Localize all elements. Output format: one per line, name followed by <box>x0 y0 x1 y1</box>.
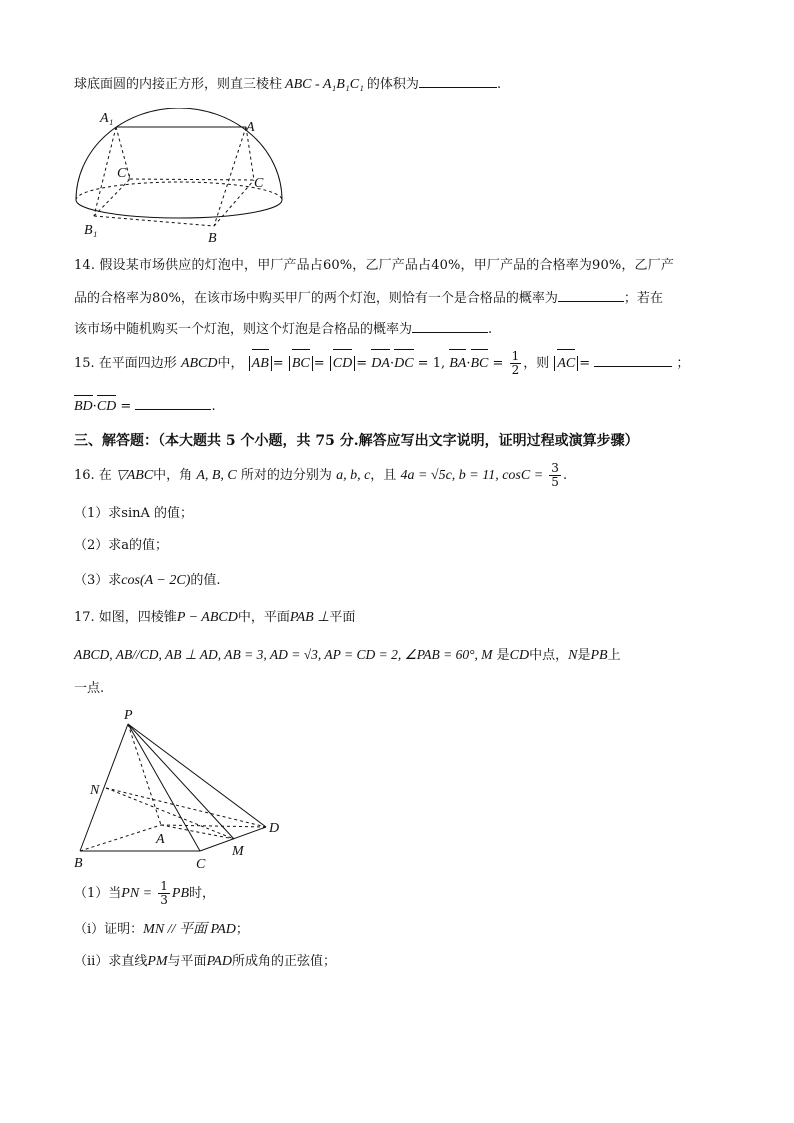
q15-mid: 中， <box>217 356 244 371</box>
q14-text-2: 品的合格率为80%，在该市场中购买甲厂的两个灯泡，则恰有一个是合格品的概率为 <box>74 291 558 306</box>
q17-sub-i-expr: MN // 平面 PAD <box>143 922 236 937</box>
q17-line1 <box>74 609 355 627</box>
q16-fraction <box>549 462 561 489</box>
q15-answer-blank-2[interactable] <box>135 396 211 410</box>
q16-frac-num: 3 <box>551 461 559 475</box>
q17-sub1-pb: PB <box>171 886 190 901</box>
q16-mid: 中，角 <box>153 468 193 483</box>
q16-sub2-text: （2）求a的值； <box>74 538 169 553</box>
q15-line2: BD·CD = . <box>74 396 216 416</box>
q17-l2-c: 是 <box>577 648 591 663</box>
q16-end: . <box>562 468 568 483</box>
q14-answer-blank-2[interactable] <box>412 319 488 333</box>
vec-BC: BC <box>292 352 310 376</box>
label-C: C <box>254 176 264 191</box>
section-3-heading-text: 三、解答题：（本大题共 5 个小题，共 75 分.解答应写出文字说明，证明过程或演算步骤） <box>74 433 639 449</box>
label-P: P <box>124 708 133 723</box>
q15-quad: ABCD <box>180 356 218 371</box>
label-A: A <box>156 832 165 847</box>
vec-CD: CD <box>333 352 352 376</box>
q14-line2 <box>74 288 663 308</box>
q16-sub3 <box>74 572 221 590</box>
abs-CD <box>330 356 355 371</box>
q17-conditions: ABCD, AB//CD, AB ⊥ AD, AB = 3, AD = √3, AP = CD = 2, ∠PAB = 60°, M <box>74 647 493 662</box>
half-den: 2 <box>511 363 520 377</box>
q14-line3 <box>74 319 492 339</box>
q17-l2-pb: PB <box>590 648 608 663</box>
q17-sub-i-b: ； <box>235 922 249 937</box>
q14-text-1: 14. 假设某市场供应的灯泡中，甲厂产品占60%，乙厂产品占40%，甲厂产品的合格率为90%，乙厂产 <box>74 258 674 273</box>
label-C: C <box>196 857 206 872</box>
q17-l1-a: 17. 如图，四棱锥 <box>74 610 177 625</box>
q15-end: . <box>211 399 216 414</box>
q17-fraction <box>158 880 170 907</box>
label-B: B <box>74 856 83 871</box>
abs-AC <box>554 356 578 371</box>
vec-DC: DC <box>394 352 413 376</box>
vec-DA: DA <box>371 352 390 376</box>
vec-AB: AB <box>252 352 269 376</box>
label-D: D <box>269 821 280 836</box>
q15-semicolon: ； <box>676 356 690 371</box>
q17-l2-a: 是 <box>496 648 510 663</box>
vec-BC-2: BC <box>471 352 489 376</box>
q17-l2-d: 上 <box>607 648 621 663</box>
q13-end: . <box>496 77 502 92</box>
vec-AC: AC <box>557 352 575 376</box>
label-B1: B₁ <box>84 223 98 238</box>
q17-sub1-expr: PN = <box>121 886 153 901</box>
label-A1: A₁ <box>100 111 114 126</box>
q13-prism: ABC - A₁B₁C₁ <box>285 77 364 92</box>
eq: = <box>356 356 368 371</box>
q17-frac-num: 1 <box>160 879 168 893</box>
eq: = <box>313 356 325 371</box>
q16-frac-den: 5 <box>551 475 559 489</box>
q16-mid2: 所对的边分别为 <box>240 468 332 483</box>
q17-sub-ii-c: 所成角的正弦值； <box>231 954 336 969</box>
half-num: 1 <box>511 349 520 363</box>
q13-answer-blank[interactable] <box>419 74 497 88</box>
q17-line3 <box>74 680 104 698</box>
q17-pyramid: P − ABCD <box>176 610 238 625</box>
q13-line <box>74 74 501 94</box>
q16-sides: a, b, c <box>336 468 371 483</box>
label-B: B <box>208 231 217 243</box>
q17-sub-ii-b: 与平面 <box>167 954 207 969</box>
q17-sub1 <box>74 880 215 907</box>
q17-l3: 一点. <box>74 681 105 696</box>
q16-sub3-b: 的值. <box>190 573 221 588</box>
q17-frac-den: 3 <box>160 893 168 907</box>
q16-sub3-a: （3）求 <box>74 573 122 588</box>
q17-line2 <box>74 646 621 665</box>
label-A: A <box>246 120 255 135</box>
eq: = <box>120 399 132 414</box>
q15-then: ，则 <box>523 356 550 371</box>
q17-l1-b: 中，平面 <box>237 610 290 625</box>
q16-equation: 4a = √5c, b = 11, cosC = <box>400 468 544 483</box>
q17-sub-i-a: （i）证明： <box>74 922 144 937</box>
q15-prefix: 15. 在平面四边形 <box>74 356 177 371</box>
eq: = <box>272 356 284 371</box>
q15-line1: 15. 在平面四边形 ABCD中， AB = BC = CD = DA·DC = 1, BA·BC = $\frac{1}{2}$ ，则 AC = ； <box>74 349 690 377</box>
q17-l2-n: N <box>568 648 578 663</box>
abs-AB <box>249 356 272 371</box>
q15-answer-blank-1[interactable] <box>594 353 672 367</box>
q16-triangle: ▽ABC <box>115 468 154 483</box>
q13-text: 球底面圆的内接正方形，则直三棱柱 <box>74 77 283 92</box>
pyramid-figure <box>72 706 292 876</box>
q16-sub2 <box>74 537 168 555</box>
q14-text-3: 该市场中随机购买一个灯泡，则这个灯泡是合格品的概率为 <box>74 322 413 337</box>
label-N: N <box>90 783 100 798</box>
vec-CD-2: CD <box>96 399 117 414</box>
q16-stem <box>74 462 567 490</box>
q17-sub1-b: 时， <box>189 886 216 901</box>
q14-answer-blank-1[interactable] <box>558 288 624 302</box>
hemisphere-figure <box>68 108 288 243</box>
q16-sub1-text: （1）求sinA 的值； <box>74 506 193 521</box>
q13-text-after: 的体积为 <box>366 77 419 92</box>
q14-line1 <box>74 257 674 275</box>
eq: = <box>492 356 504 371</box>
q16-prefix: 16. 在 <box>74 468 112 483</box>
q17-sub-ii-pad: PAD <box>206 954 232 969</box>
vec-BA: BA <box>449 352 466 376</box>
half-fraction <box>510 350 522 377</box>
q14-end: . <box>488 322 493 337</box>
q17-sub-ii-pm: PM <box>147 954 168 969</box>
q17-l1-d: 平面 <box>329 610 356 625</box>
q14-text-2-tail: ；若在 <box>623 291 663 306</box>
eq: = <box>579 356 591 371</box>
q17-l1-c: PAB ⊥ <box>289 610 330 625</box>
q17-sub-ii <box>74 953 336 971</box>
vec-BD: BD <box>74 399 93 414</box>
abs-BC <box>289 356 313 371</box>
q17-sub-ii-a: （ii）求直线 <box>74 954 148 969</box>
q16-sub3-expr: cos(A − 2C) <box>121 573 191 588</box>
label-C1: C₁ <box>117 166 132 181</box>
q17-l2-b: 中点， <box>529 648 569 663</box>
dot-value: = 1, <box>417 356 446 371</box>
section-3-heading <box>74 432 639 450</box>
q16-angles: A, B, C <box>196 468 237 483</box>
q16-sub1 <box>74 505 193 523</box>
q17-sub1-a: （1）当 <box>74 886 122 901</box>
q16-cond: ，且 <box>370 468 397 483</box>
q17-sub-i <box>74 921 249 939</box>
label-M: M <box>232 844 244 859</box>
q17-l2-cd: CD <box>509 648 530 663</box>
